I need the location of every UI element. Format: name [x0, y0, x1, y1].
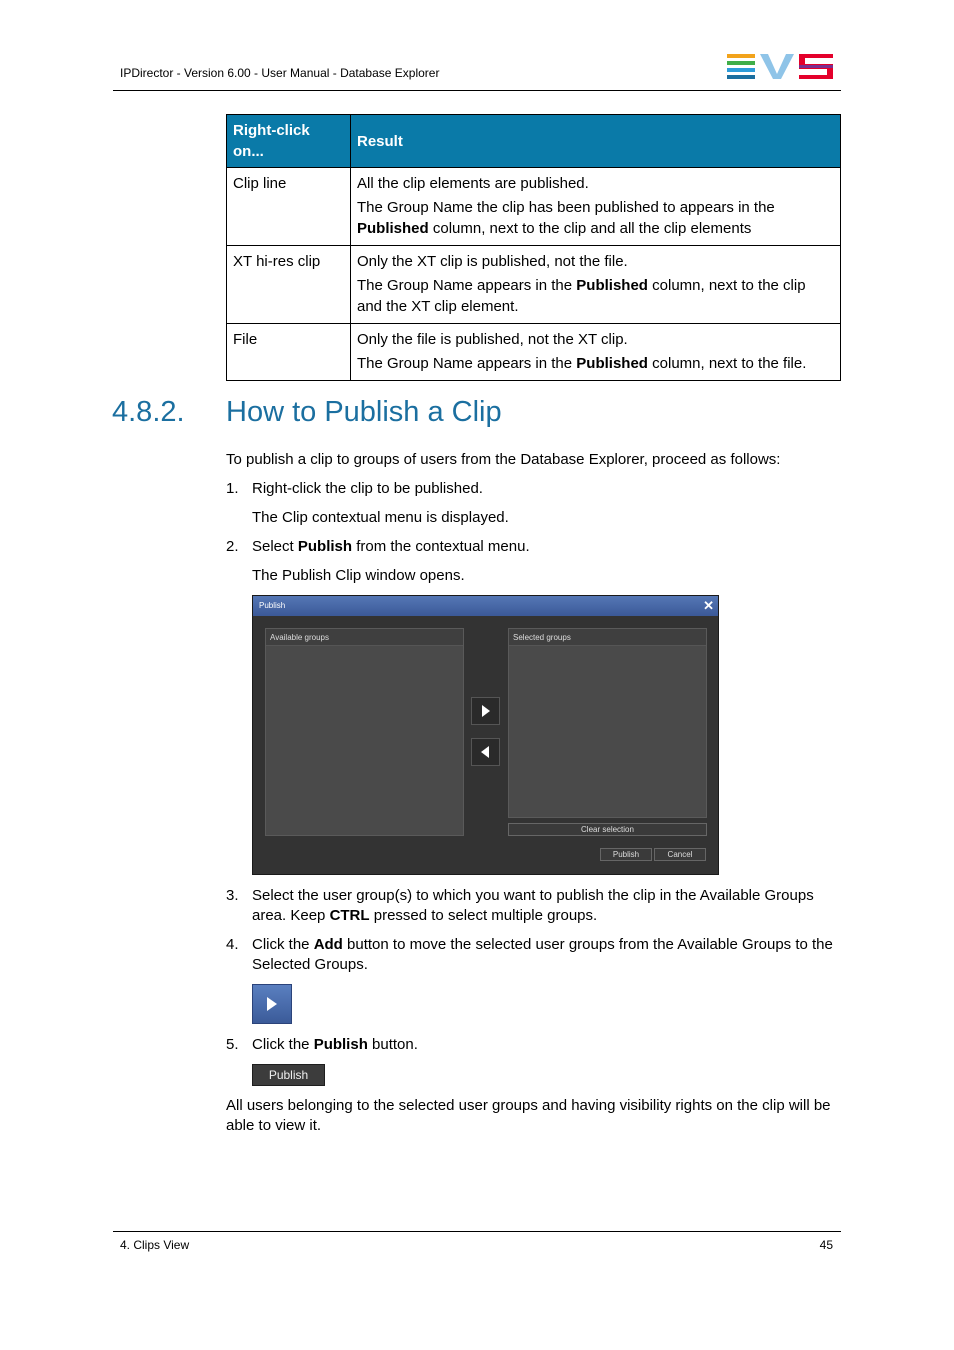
add-button[interactable] [471, 697, 500, 725]
dialog-title: Publish [259, 601, 286, 610]
column-header: Right-click on... [227, 115, 351, 168]
running-header: IPDirector - Version 6.00 - User Manual - Database Explorer [120, 66, 440, 80]
publish-dialog [252, 595, 719, 875]
table-cell: File [227, 324, 351, 381]
footer-chapter: 4. Clips View [120, 1238, 190, 1252]
footer-rule [113, 1231, 841, 1232]
arrow-right-icon [482, 705, 490, 717]
table-cell: Only the XT clip is published, not the file. The Group Name appears in the Published column, next to the clip and the XT clip element. [351, 246, 841, 324]
remove-button[interactable] [471, 738, 500, 766]
table-cell: Only the file is published, not the XT clip. The Group Name appears in the Published column, next to the file. [351, 324, 841, 381]
table-cell: Clip line [227, 168, 351, 246]
step-result: The Publish Clip window opens. [252, 567, 465, 584]
step-item: 1. Right-click the clip to be published. [226, 480, 483, 497]
table-cell: All the clip elements are published. The Group Name the clip has been published to appears in the Published column, next to the clip and all the clip elements [351, 168, 841, 246]
dialog-cancel-button[interactable]: Cancel [654, 848, 706, 861]
section-number: 4.8.2. [112, 396, 185, 428]
step-item: 5. Click the Publish button. [226, 1036, 418, 1053]
intro-paragraph: To publish a clip to groups of users from the Database Explorer, proceed as follows: [226, 451, 781, 468]
table-row [227, 168, 841, 246]
step-result: The Clip contextual menu is displayed. [252, 509, 509, 526]
step-item: 3. Select the user group(s) to which you want to publish the clip in the Available Groups area. Keep CTRL pressed to select multiple groups. [226, 887, 814, 924]
table-cell: XT hi-res clip [227, 246, 351, 324]
column-header: Result [351, 115, 841, 168]
evs-logo [727, 54, 833, 80]
section-heading [112, 396, 502, 429]
table-row [227, 324, 841, 381]
available-groups-label: Available groups [270, 633, 330, 642]
add-button-illustration [252, 984, 292, 1024]
publish-button-illustration: Publish [252, 1064, 325, 1086]
closing-paragraph: All users belonging to the selected user groups and having visibility rights on the clip will be able to view it. [226, 1097, 831, 1134]
arrow-right-icon [267, 997, 277, 1011]
step-item: 2. Select Publish from the contextual menu. [226, 538, 530, 555]
close-icon[interactable]: ✕ [703, 598, 714, 613]
selected-groups-label: Selected groups [513, 633, 571, 642]
table-row [227, 246, 841, 324]
dialog-publish-button[interactable]: Publish [600, 848, 652, 861]
page-number: 45 [819, 1238, 833, 1252]
right-click-table [226, 114, 841, 381]
step-item: 4. Click the Add button to move the selected user groups from the Available Groups to the Selected Groups. [226, 936, 833, 973]
arrow-left-icon [481, 746, 489, 758]
selected-groups-list[interactable] [508, 628, 707, 818]
clear-selection-button[interactable]: Clear selection [508, 823, 707, 836]
section-title: How to Publish a Clip [226, 396, 502, 428]
available-groups-list[interactable] [265, 628, 464, 836]
header-rule [113, 90, 841, 91]
dialog-title-bar [253, 596, 718, 616]
table-header-row [227, 115, 841, 168]
